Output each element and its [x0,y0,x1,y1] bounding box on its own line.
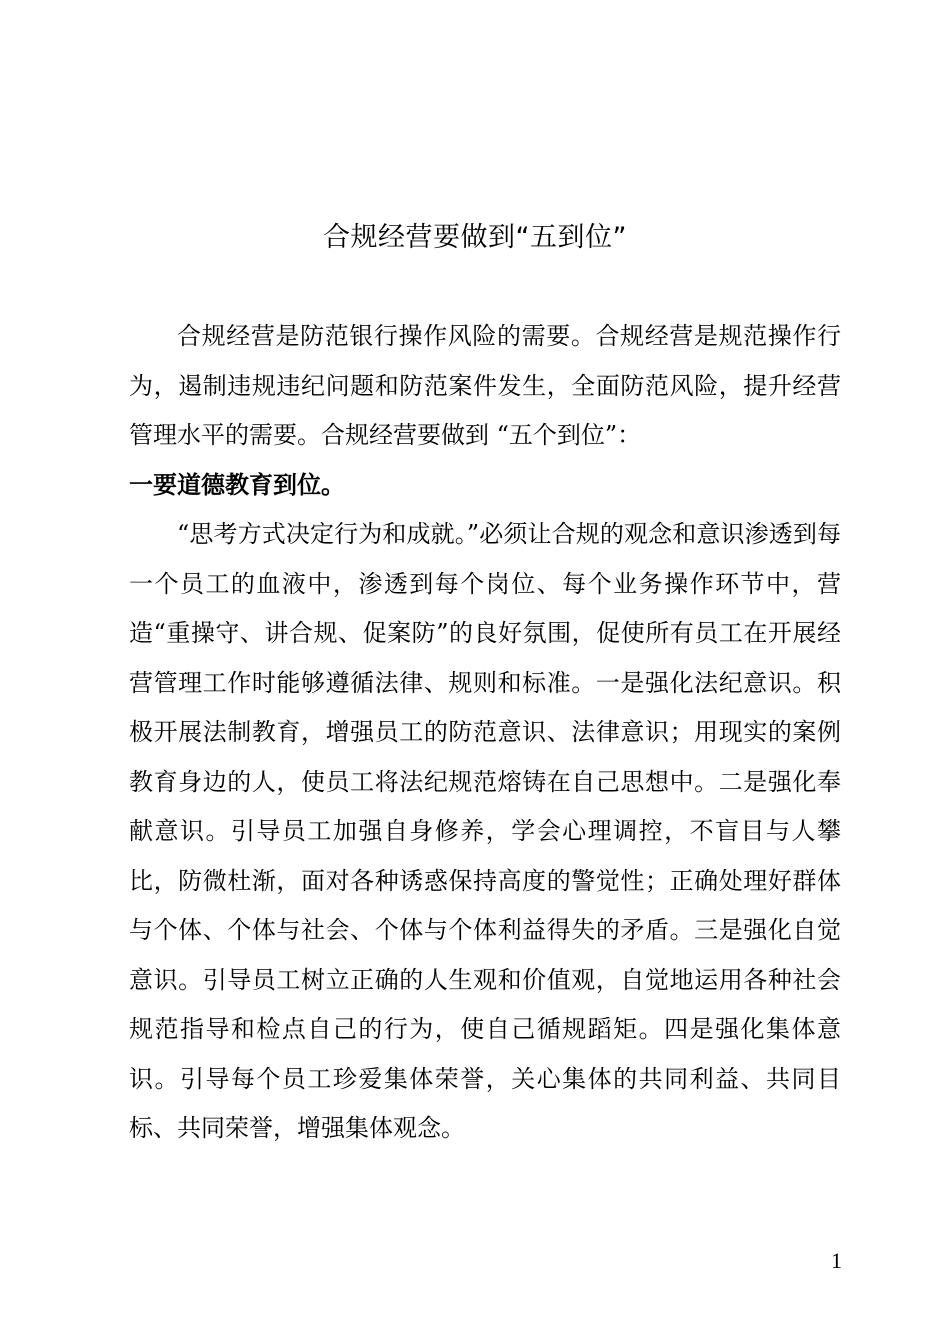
section-heading: 一要道德教育到位。 [129,470,345,499]
page-number: 1 [831,1248,842,1273]
section-paragraph: “思考方式决定行为和成就。”必须让合规的观念和意识渗透到每一个员工的血液中，渗透到每个岗位、每个业务操作环节中，营造“重操守、讲合规、促案防”的良好氛围，促使所有员工在开展经营管理工作时能够遵循法律、规则和标准。一是强化法纪意识。积极开展法制教育，增强员工的防范意识、法律意识；用现实的案例教育身边的人，使员工将法纪规范熔铸在自己思想中。二是强化奉献意识。引导员工加强自身修养，学会心理调控，不盲目与人攀比，防微杜渐，面对各种诱惑保持高度的警觉性；正确处理好群体与个体、个体与社会、个体与个体利益得失的矛盾。三是强化自觉意识。引导员工树立正确的人生观和价值观，自觉地运用各种社会规范指导和检点自己的行为，使自己循规蹈矩。四是强化集体意识。引导每个员工珍爱集体荣誉，关心集体的共同利益、共同目标、共同荣誉，增强集体观念。 [129,520,841,1142]
intro-paragraph: 合规经营是防范银行操作风险的需要。合规经营是规范操作行为，遏制违规违纪问题和防范案件发生，全面防范风险，提升经营管理水平的需要。合规经营要做到 “五个到位”： [129,322,841,449]
page-title: 合规经营要做到“五到位” [323,222,627,253]
